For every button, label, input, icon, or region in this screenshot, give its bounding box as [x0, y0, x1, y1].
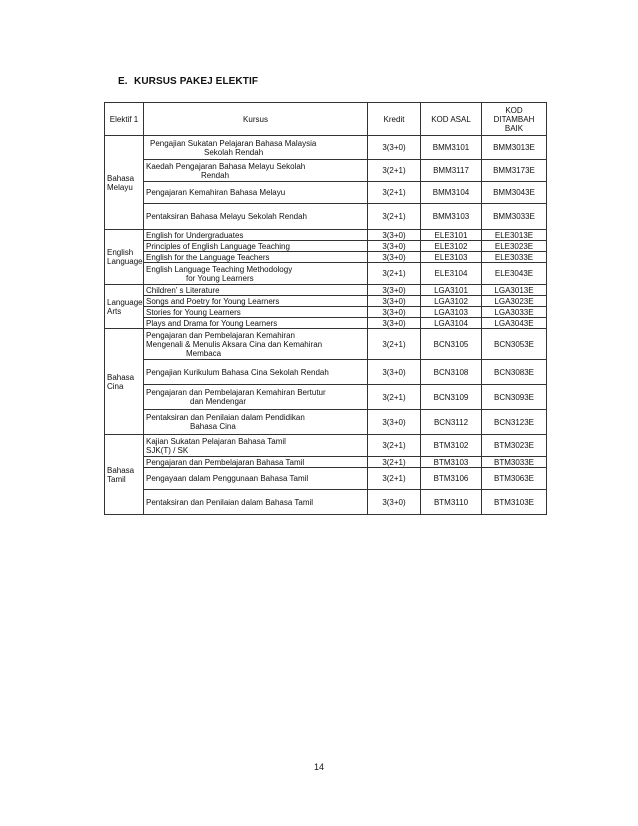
group-name: Bahasa Tamil: [105, 435, 144, 515]
table-row: [105, 252, 547, 263]
course-name: Pengajaran dan Pembelajaran Bahasa Tamil: [144, 457, 368, 468]
table-row: [105, 490, 547, 515]
credit-cell: 3(2+1): [368, 329, 421, 360]
section-letter: E.: [118, 76, 128, 87]
kod-asal-cell: BCN3108: [421, 360, 482, 385]
kod-asal-cell: BTM3110: [421, 490, 482, 515]
credit-cell: 3(3+0): [368, 230, 421, 241]
header-kod-asal: KOD ASAL: [421, 103, 482, 136]
table-row: [105, 307, 547, 318]
header-elektif: Elektif 1: [105, 103, 144, 136]
kod-asal-cell: LGA3101: [421, 285, 482, 296]
course-name: Pengayaan dalam Penggunaan Bahasa Tamil: [144, 468, 368, 490]
group-name: Language Arts: [105, 285, 144, 329]
table-row: [105, 230, 547, 241]
course-name-line2: Bahasa Cina: [190, 422, 236, 431]
course-name: Pentaksiran dan Penilaian dalam Bahasa Tamil: [144, 490, 368, 515]
table-row: [105, 182, 547, 204]
group-name: English Language: [105, 230, 144, 285]
table-row: [105, 410, 547, 435]
course-name: Pengajaran dan Pembelajaran Kemahiran: [146, 330, 295, 340]
kod-asal-cell: LGA3103: [421, 307, 482, 318]
course-name: Pentaksiran dan Penilaian dalam Pendidikan: [146, 413, 305, 422]
header-kursus: Kursus: [144, 103, 368, 136]
credit-cell: 3(3+0): [368, 490, 421, 515]
kod-baru-cell: LGA3023E: [482, 296, 547, 307]
table-row: [105, 160, 547, 182]
course-name: English Language Teaching Methodology: [146, 264, 293, 274]
group-name: Bahasa Melayu: [105, 136, 144, 230]
course-name: Stories for Young Learners: [144, 307, 368, 318]
credit-cell: 3(3+0): [368, 252, 421, 263]
course-name: Principles of English Language Teaching: [144, 241, 368, 252]
course-cell: [144, 385, 368, 410]
credit-cell: 3(3+0): [368, 360, 421, 385]
kod-baru-cell: ELE3033E: [482, 252, 547, 263]
credit-cell: 3(3+0): [368, 285, 421, 296]
kod-asal-cell: BCN3105: [421, 329, 482, 360]
kod-asal-cell: BTM3106: [421, 468, 482, 490]
kod-baru-cell: LGA3013E: [482, 285, 547, 296]
kod-asal-cell: LGA3104: [421, 318, 482, 329]
group-name: Bahasa Cina: [105, 329, 144, 435]
credit-cell: 3(2+1): [368, 468, 421, 490]
kod-baru-cell: BTM3103E: [482, 490, 547, 515]
kod-asal-cell: BMM3101: [421, 136, 482, 160]
kod-baru-cell: LGA3043E: [482, 318, 547, 329]
kod-baru-cell: ELE3043E: [482, 263, 547, 285]
credit-cell: 3(2+1): [368, 160, 421, 182]
course-name: Kajian Sukatan Pelajaran Bahasa Tamil: [146, 436, 286, 446]
kod-asal-cell: BCN3112: [421, 410, 482, 435]
credit-cell: 3(3+0): [368, 307, 421, 318]
kod-baru-cell: BCN3093E: [482, 385, 547, 410]
credit-cell: 3(2+1): [368, 263, 421, 285]
kod-baru-cell: BTM3063E: [482, 468, 547, 490]
kod-baru-cell: BCN3083E: [482, 360, 547, 385]
course-name-line2: SJK(T) / SK: [146, 445, 189, 455]
kod-asal-cell: ELE3104: [421, 263, 482, 285]
course-name-line3: Membaca: [186, 348, 222, 358]
table-header-row: [105, 103, 547, 136]
page-number: 14: [313, 762, 324, 772]
credit-cell: 3(3+0): [368, 410, 421, 435]
course-name: Children’ s Literature: [144, 285, 368, 296]
kod-baru-cell: BMM3043E: [482, 182, 547, 204]
section-heading: [118, 76, 258, 87]
elective-course-table: [104, 102, 547, 515]
kod-asal-cell: LGA3102: [421, 296, 482, 307]
kod-asal-cell: BTM3103: [421, 457, 482, 468]
table-row: [105, 263, 547, 285]
course-name: Songs and Poetry for Young Learners: [144, 296, 368, 307]
table-row: [105, 457, 547, 468]
header-kod-ditambah-baik: KOD DITAMBAH BAIK: [482, 103, 547, 136]
section-title: KURSUS PAKEJ ELEKTIF: [134, 76, 259, 87]
course-name: Plays and Drama for Young Learners: [144, 318, 368, 329]
kod-baru-cell: BTM3023E: [482, 435, 547, 457]
course-cell: [144, 136, 368, 160]
kod-baru-cell: ELE3023E: [482, 241, 547, 252]
course-name: English for the Language Teachers: [144, 252, 368, 263]
kod-asal-cell: ELE3103: [421, 252, 482, 263]
table-row: [105, 318, 547, 329]
credit-cell: 3(3+0): [368, 318, 421, 329]
kod-baru-cell: ELE3013E: [482, 230, 547, 241]
course-name-line2: dan Mendengar: [190, 397, 247, 406]
table-row: [105, 204, 547, 230]
kod-asal-cell: BTM3102: [421, 435, 482, 457]
course-name-line2: for Young Learners: [186, 273, 254, 283]
credit-cell: 3(3+0): [368, 136, 421, 160]
table-row: [105, 241, 547, 252]
kod-asal-cell: BMM3104: [421, 182, 482, 204]
credit-cell: 3(2+1): [368, 457, 421, 468]
course-name: Pengajian Kurikulum Bahasa Cina Sekolah Rendah: [144, 360, 368, 385]
credit-cell: 3(2+1): [368, 385, 421, 410]
kod-asal-cell: BCN3109: [421, 385, 482, 410]
course-name: Pengajian Sukatan Pelajaran Bahasa Malaysia: [150, 138, 317, 148]
course-name: Pengajaran Kemahiran Bahasa Melayu: [144, 182, 368, 204]
kod-baru-cell: BMM3013E: [482, 136, 547, 160]
course-name-line2: Sekolah Rendah: [204, 147, 264, 157]
table-row: [105, 385, 547, 410]
course-name: Pengajaran dan Pembelajaran Kemahiran Bertutur: [146, 388, 326, 397]
table-row: [105, 136, 547, 160]
table-row: [105, 360, 547, 385]
course-name-line2: Rendah: [201, 170, 230, 180]
course-name: English for Undergraduates: [144, 230, 368, 241]
kod-baru-cell: BMM3033E: [482, 204, 547, 230]
kod-baru-cell: BCN3053E: [482, 329, 547, 360]
kod-asal-cell: BMM3103: [421, 204, 482, 230]
course-cell: [144, 435, 368, 457]
kod-baru-cell: BMM3173E: [482, 160, 547, 182]
kod-baru-cell: BCN3123E: [482, 410, 547, 435]
table-row: [105, 296, 547, 307]
table-row: [105, 329, 547, 360]
table-row: [105, 468, 547, 490]
course-name-line2: Mengenali & Menulis Aksara Cina dan Kemahiran: [146, 339, 323, 349]
course-cell: [144, 329, 368, 360]
table-row: [105, 285, 547, 296]
kod-baru-cell: LGA3033E: [482, 307, 547, 318]
credit-cell: 3(3+0): [368, 241, 421, 252]
course-cell: [144, 410, 368, 435]
credit-cell: 3(2+1): [368, 204, 421, 230]
credit-cell: 3(2+1): [368, 435, 421, 457]
credit-cell: 3(3+0): [368, 296, 421, 307]
kod-asal-cell: BMM3117: [421, 160, 482, 182]
course-cell: [144, 263, 368, 285]
course-cell: [144, 160, 368, 182]
table-row: [105, 435, 547, 457]
course-name: Pentaksiran Bahasa Melayu Sekolah Rendah: [144, 204, 368, 230]
kod-asal-cell: ELE3102: [421, 241, 482, 252]
course-name: Kaedah Pengajaran Bahasa Melayu Sekolah: [146, 161, 306, 171]
kod-baru-cell: BTM3033E: [482, 457, 547, 468]
kod-asal-cell: ELE3101: [421, 230, 482, 241]
credit-cell: 3(2+1): [368, 182, 421, 204]
header-kredit: Kredit: [368, 103, 421, 136]
